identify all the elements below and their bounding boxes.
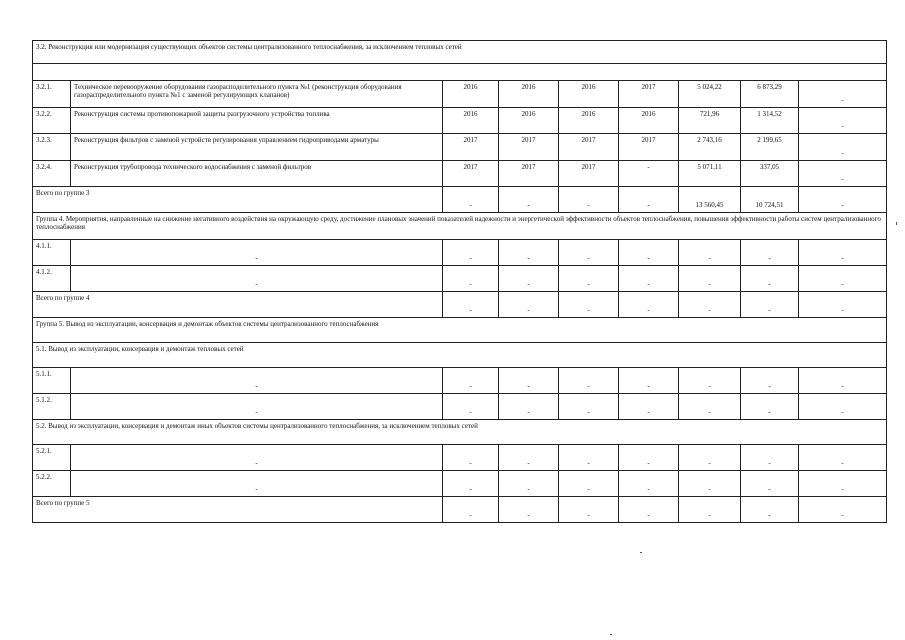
- cell-c2: 2016: [499, 81, 559, 108]
- cell-c2: -: [499, 292, 559, 318]
- cell-c7: -: [799, 108, 887, 134]
- cell-c3: 2017: [559, 134, 619, 161]
- row-name: Техническое перевооружение оборудования газорасподелительного пункта №1 (реконструкция оборудования газораспределительного пункта №1 с заменой регулирующих клапанов): [71, 81, 443, 108]
- row-code: 3.2.3.: [33, 134, 71, 161]
- table-row: [33, 81, 887, 108]
- investment-program-table: [32, 40, 887, 523]
- table-row: [33, 368, 887, 394]
- cell-c1: 2017: [443, 161, 499, 187]
- table-row: [33, 445, 887, 471]
- row-name: -: [71, 471, 443, 497]
- cell-c5: -: [679, 394, 741, 420]
- cell-c3: -: [559, 394, 619, 420]
- cell-c7: -: [799, 497, 887, 523]
- cell-c4: 2017: [619, 134, 679, 161]
- cell-c7: -: [799, 187, 887, 213]
- cell-c5: 13 560,45: [679, 187, 741, 213]
- row-name: -: [71, 266, 443, 292]
- group-5-header: [33, 318, 887, 343]
- cell-c3: 2016: [559, 81, 619, 108]
- row-name: -: [71, 368, 443, 394]
- cell-c1: 2016: [443, 81, 499, 108]
- cell-c1: -: [443, 445, 499, 471]
- cell-c4: -: [619, 292, 679, 318]
- cell-c1: -: [443, 266, 499, 292]
- cell-c6: -: [741, 240, 799, 266]
- cell-c2: -: [499, 394, 559, 420]
- total-row-group-4: [33, 292, 887, 318]
- row-code: 3.2.4.: [33, 161, 71, 187]
- cell-c2: -: [499, 471, 559, 497]
- cell-c5: 2 743,16: [679, 134, 741, 161]
- total-label: Всего по группе 5: [33, 497, 443, 523]
- cell-c1: -: [443, 292, 499, 318]
- cell-c3: -: [559, 497, 619, 523]
- cell-c5: -: [679, 240, 741, 266]
- cell-c4: -: [619, 240, 679, 266]
- cell-c7: -: [799, 292, 887, 318]
- cell-c5: -: [679, 292, 741, 318]
- cell-c1: -: [443, 394, 499, 420]
- section-3-2-header: [33, 41, 887, 64]
- row-name: Реконструкция трубопровода технического водоснабжения с заменой фильтров: [71, 161, 443, 187]
- cell-c1: -: [443, 240, 499, 266]
- row-name: -: [71, 240, 443, 266]
- table-row: [33, 394, 887, 420]
- cell-c4: -: [619, 161, 679, 187]
- cell-c5: -: [679, 471, 741, 497]
- row-code: 4.1.1.: [33, 240, 71, 266]
- cell-c2: -: [499, 497, 559, 523]
- section-3-2-title: 3.2. Реконструкция или модернизация существующих объектов системы централизованного теплоснабжения, за исключением тепловых сетей: [33, 41, 887, 64]
- cell-c4: -: [619, 266, 679, 292]
- section-5-1-title: 5.1. Вывод из эксплуатации, консервация и демонтаж тепловых сетей: [33, 343, 887, 368]
- table-row: [33, 266, 887, 292]
- cell-c6: -: [741, 445, 799, 471]
- scan-speck: [610, 634, 612, 635]
- cell-c5: -: [679, 266, 741, 292]
- cell-c3: -: [559, 187, 619, 213]
- cell-c1: -: [443, 187, 499, 213]
- cell-c4: -: [619, 368, 679, 394]
- cell-c3: 2016: [559, 108, 619, 134]
- table-row: [33, 240, 887, 266]
- cell-c6: -: [741, 497, 799, 523]
- cell-c7: -: [799, 81, 887, 108]
- cell-c6: -: [741, 471, 799, 497]
- cell-c7: -: [799, 368, 887, 394]
- cell-c3: -: [559, 240, 619, 266]
- group-4-header: [33, 213, 887, 240]
- cell-c5: 5 071,11: [679, 161, 741, 187]
- row-code: 3.2.2.: [33, 108, 71, 134]
- total-label: Всего по группе 3: [33, 187, 443, 213]
- row-code: 5.2.2.: [33, 471, 71, 497]
- table-row: [33, 161, 887, 187]
- row-name: -: [71, 394, 443, 420]
- cell-c4: -: [619, 394, 679, 420]
- cell-c2: -: [499, 368, 559, 394]
- cell-c6: -: [741, 266, 799, 292]
- cell-c5: -: [679, 445, 741, 471]
- row-code: 5.1.1.: [33, 368, 71, 394]
- row-code: 4.1.2.: [33, 266, 71, 292]
- cell-c3: 2017: [559, 161, 619, 187]
- cell-c2: -: [499, 445, 559, 471]
- cell-c2: 2016: [499, 108, 559, 134]
- cell-c5: 721,96: [679, 108, 741, 134]
- cell-c7: -: [799, 134, 887, 161]
- cell-c4: -: [619, 445, 679, 471]
- cell-c3: -: [559, 471, 619, 497]
- table-row: [33, 108, 887, 134]
- cell-c3: -: [559, 445, 619, 471]
- cell-c6: 2 199,65: [741, 134, 799, 161]
- cell-c7: -: [799, 394, 887, 420]
- cell-c7: -: [799, 240, 887, 266]
- cell-c2: -: [499, 266, 559, 292]
- row-code: 5.2.1.: [33, 445, 71, 471]
- section-5-2-header: [33, 420, 887, 445]
- scan-speck: [640, 552, 642, 553]
- cell-c4: 2017: [619, 81, 679, 108]
- cell-c7: -: [799, 161, 887, 187]
- total-row-group-3: [33, 187, 887, 213]
- cell-c4: 2016: [619, 108, 679, 134]
- cell-c6: 6 873,29: [741, 81, 799, 108]
- cell-c6: -: [741, 394, 799, 420]
- cell-c1: 2016: [443, 108, 499, 134]
- cell-c1: -: [443, 497, 499, 523]
- cell-c3: -: [559, 368, 619, 394]
- cell-c7: -: [799, 471, 887, 497]
- cell-c2: 2017: [499, 161, 559, 187]
- cell-c3: -: [559, 292, 619, 318]
- cell-c6: 337,05: [741, 161, 799, 187]
- cell-c3: -: [559, 266, 619, 292]
- cell-c4: -: [619, 471, 679, 497]
- cell-c6: -: [741, 368, 799, 394]
- cell-c4: -: [619, 187, 679, 213]
- cell-c1: 2017: [443, 134, 499, 161]
- cell-c4: -: [619, 497, 679, 523]
- cell-c5: -: [679, 497, 741, 523]
- row-code: 5.1.2.: [33, 394, 71, 420]
- row-name: Реконструкция фильтров с заменой устройств регулирования управлением гидроприводами арматуры: [71, 134, 443, 161]
- spacer-row: [33, 64, 887, 81]
- total-label: Всего по группе 4: [33, 292, 443, 318]
- group-4-title: Группа 4. Мероприятия, направленные на снижение негативного воздействия на окружающую среду, достижение плановых значений показателей надежности и энергетической эффективности объектов теплоснабжения, повышения эффективности работы систем централизованного теплоснабжения: [33, 213, 887, 240]
- section-5-1-header: [33, 343, 887, 368]
- row-name: Реконструкция системы противопожарной защиты разгрузочного устройства топлива: [71, 108, 443, 134]
- section-5-2-title: 5.2. Вывод из эксплуатации, консервация и демонтаж иных объектов системы централизованного теплоснабжения, за исключением тепловых сетей: [33, 420, 887, 445]
- scan-speck: [896, 222, 897, 225]
- cell-c5: 5 024,22: [679, 81, 741, 108]
- cell-c6: 1 314,52: [741, 108, 799, 134]
- cell-c5: -: [679, 368, 741, 394]
- cell-c7: -: [799, 445, 887, 471]
- row-name: -: [71, 445, 443, 471]
- cell-c1: -: [443, 368, 499, 394]
- group-5-title: Группа 5. Вывод из эксплуатации, консервация и демонтаж объектов системы централизованного теплоснабжения: [33, 318, 887, 343]
- total-row-group-5: [33, 497, 887, 523]
- row-code: 3.2.1.: [33, 81, 71, 108]
- cell-c2: 2017: [499, 134, 559, 161]
- cell-c1: -: [443, 471, 499, 497]
- cell-c6: -: [741, 292, 799, 318]
- table-row: [33, 471, 887, 497]
- cell-c6: 10 724,51: [741, 187, 799, 213]
- table-row: [33, 134, 887, 161]
- cell-c2: -: [499, 240, 559, 266]
- cell-c7: -: [799, 266, 887, 292]
- cell-c2: -: [499, 187, 559, 213]
